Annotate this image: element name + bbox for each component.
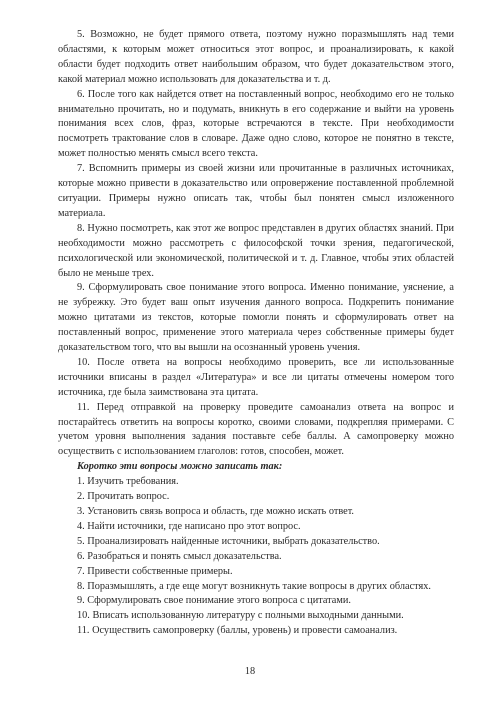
summary-item: 11. Осуществить самопроверку (баллы, уровень) и провести самоанализ.	[77, 625, 398, 637]
summary-item: 4. Найти источники, где написано про этот вопрос.	[77, 520, 301, 532]
summary-item: 2. Прочитать вопрос.	[77, 491, 170, 503]
summary-heading: Коротко эти вопросы можно записать так:	[77, 461, 283, 473]
page-body	[58, 28, 454, 639]
summary-item: 6. Разобраться и понять смысл доказательства.	[77, 550, 282, 562]
summary-item: 5. Проанализировать найденные источники, выбрать доказательство.	[77, 535, 380, 547]
summary-item: 1. Изучить требования.	[77, 476, 179, 488]
summary-item: 8. Поразмышлять, а где еще могут возникнуть такие вопросы в других областях.	[77, 580, 432, 592]
paragraph-9: 9. Сформулировать свое понимание этого вопроса. Именно понимание, уяснение, а не зубрежку. Это будет ваш опыт изучения данного вопроса. Подкрепить понимание можно цитатами из текстов, которые помогли понять и сформулировать ответ на поставленный вопрос, применение этого материала через собственные примеры будет доказательством того, что вы вышли на осознанный уровень учения.	[58, 282, 454, 354]
page-number: 18	[244, 666, 256, 677]
summary-item: 9. Сформулировать свое понимание этого вопроса с цитатами.	[77, 595, 351, 607]
summary-item: 7. Привести собственные примеры.	[77, 565, 233, 577]
paragraph-6: 6. После того как найдется ответ на поставленный вопрос, необходимо его не только внимательно прочитать, но и подумать, вникнуть в его содержание и выйти на уровень понимания всех слов, фраз, которые встречаются в тексте. При необходимости посмотреть трактование слов в словаре. Даже одно слово, которое не понятно в тексте, может полностью менять смысл всего текста.	[58, 88, 454, 160]
summary-item: 10. Вписать использованную литературу с полными выходными данными.	[77, 610, 404, 622]
summary-item: 3. Установить связь вопроса и область, где можно искать ответ.	[77, 506, 355, 517]
paragraph-7: 7. Вспомнить примеры из своей жизни или прочитанные в различных источниках, которые можно привести в доказательство или опровержение поставленной проблемной ситуации. Примеры нужно описать так, чтобы был понятен смысл изложенного материала.	[58, 163, 454, 219]
paragraph-8: 8. Нужно посмотреть, как этот же вопрос представлен в других областях знаний. При необходимости можно рассмотреть с философской точки зрения, педагогической, психологической или экономической, политической и т. д. Главное, чтобы этих областей было не меньше трех.	[58, 222, 454, 279]
paragraph-10: 10. После ответа на вопросы необходимо проверить, все ли использованные источники вписаны в раздел «Литература» и все ли цитаты отмечены номером того источника, где была заимствована эта цитата.	[58, 356, 454, 398]
paragraph-5: 5. Возможно, не будет прямого ответа, поэтому нужно поразмышлять над теми областями, к которым может относиться этот вопрос, и проанализировать, к какой области будет подходить ответ наибольшим образом, что будет доказательством этого, какой материал можно использовать для доказательства и т. д.	[58, 29, 454, 85]
paragraph-11: 11. Перед отправкой на проверку проведите самоанализ ответа на вопрос и постарайтесь ответить на вопросы коротко, своими словами, подкрепляя примерами. С учетом уровня выполнения задания поставьте себе баллы. А самопроверку можно осуществить с использованием глаголов: готов, способен, может.	[58, 401, 454, 458]
